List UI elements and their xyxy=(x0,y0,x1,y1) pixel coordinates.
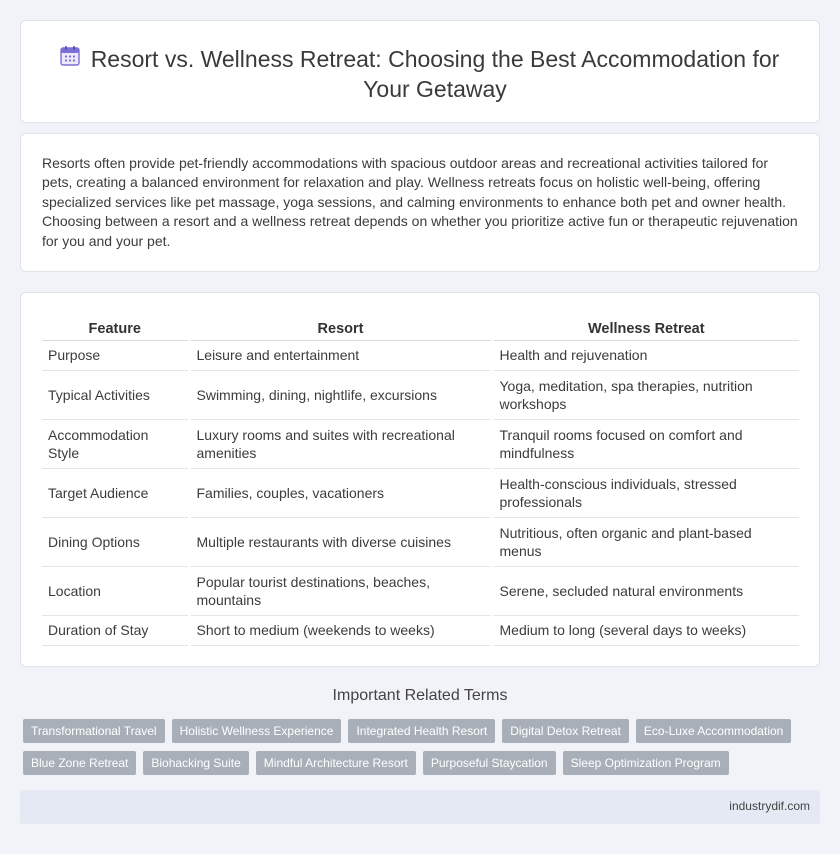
table-row xyxy=(42,517,799,566)
header-wellness-retreat: Wellness Retreat xyxy=(492,313,799,340)
tag-row xyxy=(23,751,823,775)
tag-blue-zone-retreat[interactable]: Blue Zone Retreat xyxy=(23,751,136,775)
wellness-cell: Health and rejuvenation xyxy=(492,340,799,370)
tag-row xyxy=(23,719,823,743)
page-title: Resort vs. Wellness Retreat: Choosing the Best Accommodation for Your Getaway xyxy=(90,46,780,102)
tag-eco-luxe-accommodation[interactable]: Eco-Luxe Accommodation xyxy=(636,719,791,743)
header-resort: Resort xyxy=(189,313,492,340)
resort-cell: Short to medium (weekends to weeks) xyxy=(189,615,492,645)
wellness-cell: Nutritious, often organic and plant-based menus xyxy=(492,517,799,566)
tag-digital-detox-retreat[interactable]: Digital Detox Retreat xyxy=(502,719,629,743)
wellness-cell: Tranquil rooms focused on comfort and mindfulness xyxy=(492,419,799,468)
intro-card xyxy=(20,133,820,272)
table-row xyxy=(42,340,799,370)
intro-paragraph: Resorts often provide pet-friendly accommodations with spacious outdoor areas and recreational activities tailored for pets, creating a balanced environment for relaxation and play. Wellness retreats focus on holistic well-being, offering specialized services like pet massage, yoga sessions, and calming environments to enhance both pet and owner health. Choosing between a resort and a wellness retreat depends on whether you prioritize active fun or therapeutic rejuvenation for you and your pet. xyxy=(42,155,798,249)
comparison-table xyxy=(42,313,799,646)
feature-cell: Duration of Stay xyxy=(42,615,189,645)
resort-cell: Swimming, dining, nightlife, excursions xyxy=(189,370,492,419)
table-row xyxy=(42,370,799,419)
feature-cell: Accommodation Style xyxy=(42,419,189,468)
table-row xyxy=(42,468,799,517)
footer xyxy=(20,790,820,824)
tag-holistic-wellness-experience[interactable]: Holistic Wellness Experience xyxy=(172,719,342,743)
feature-cell: Target Audience xyxy=(42,468,189,517)
resort-cell: Leisure and entertainment xyxy=(189,340,492,370)
table-row xyxy=(42,566,799,615)
resort-cell: Luxury rooms and suites with recreational amenities xyxy=(189,419,492,468)
footer-site[interactable]: industrydif.com xyxy=(729,799,810,813)
tag-biohacking-suite[interactable]: Biohacking Suite xyxy=(143,751,248,775)
resort-cell: Multiple restaurants with diverse cuisines xyxy=(189,517,492,566)
wellness-cell: Serene, secluded natural environments xyxy=(492,566,799,615)
wellness-cell: Health-conscious individuals, stressed professionals xyxy=(492,468,799,517)
comparison-card xyxy=(20,292,820,667)
tag-sleep-optimization-program[interactable]: Sleep Optimization Program xyxy=(563,751,729,775)
resort-cell: Popular tourist destinations, beaches, mountains xyxy=(189,566,492,615)
table-header-row xyxy=(42,313,799,340)
feature-cell: Typical Activities xyxy=(42,370,189,419)
header-feature: Feature xyxy=(42,313,189,340)
wellness-cell: Medium to long (several days to weeks) xyxy=(492,615,799,645)
tag-transformational-travel[interactable]: Transformational Travel xyxy=(23,719,165,743)
feature-cell: Dining Options xyxy=(42,517,189,566)
resort-cell: Families, couples, vacationers xyxy=(189,468,492,517)
tag-integrated-health-resort[interactable]: Integrated Health Resort xyxy=(348,719,495,743)
tag-mindful-architecture-resort[interactable]: Mindful Architecture Resort xyxy=(256,751,416,775)
table-row xyxy=(42,615,799,645)
feature-cell: Purpose xyxy=(42,340,189,370)
table-row xyxy=(42,419,799,468)
title-card xyxy=(20,20,820,123)
related-terms-heading: Important Related Terms xyxy=(332,687,508,704)
related-tags xyxy=(23,719,823,783)
wellness-cell: Yoga, meditation, spa therapies, nutrition workshops xyxy=(492,370,799,419)
tag-purposeful-staycation[interactable]: Purposeful Staycation xyxy=(423,751,556,775)
feature-cell: Location xyxy=(42,566,189,615)
